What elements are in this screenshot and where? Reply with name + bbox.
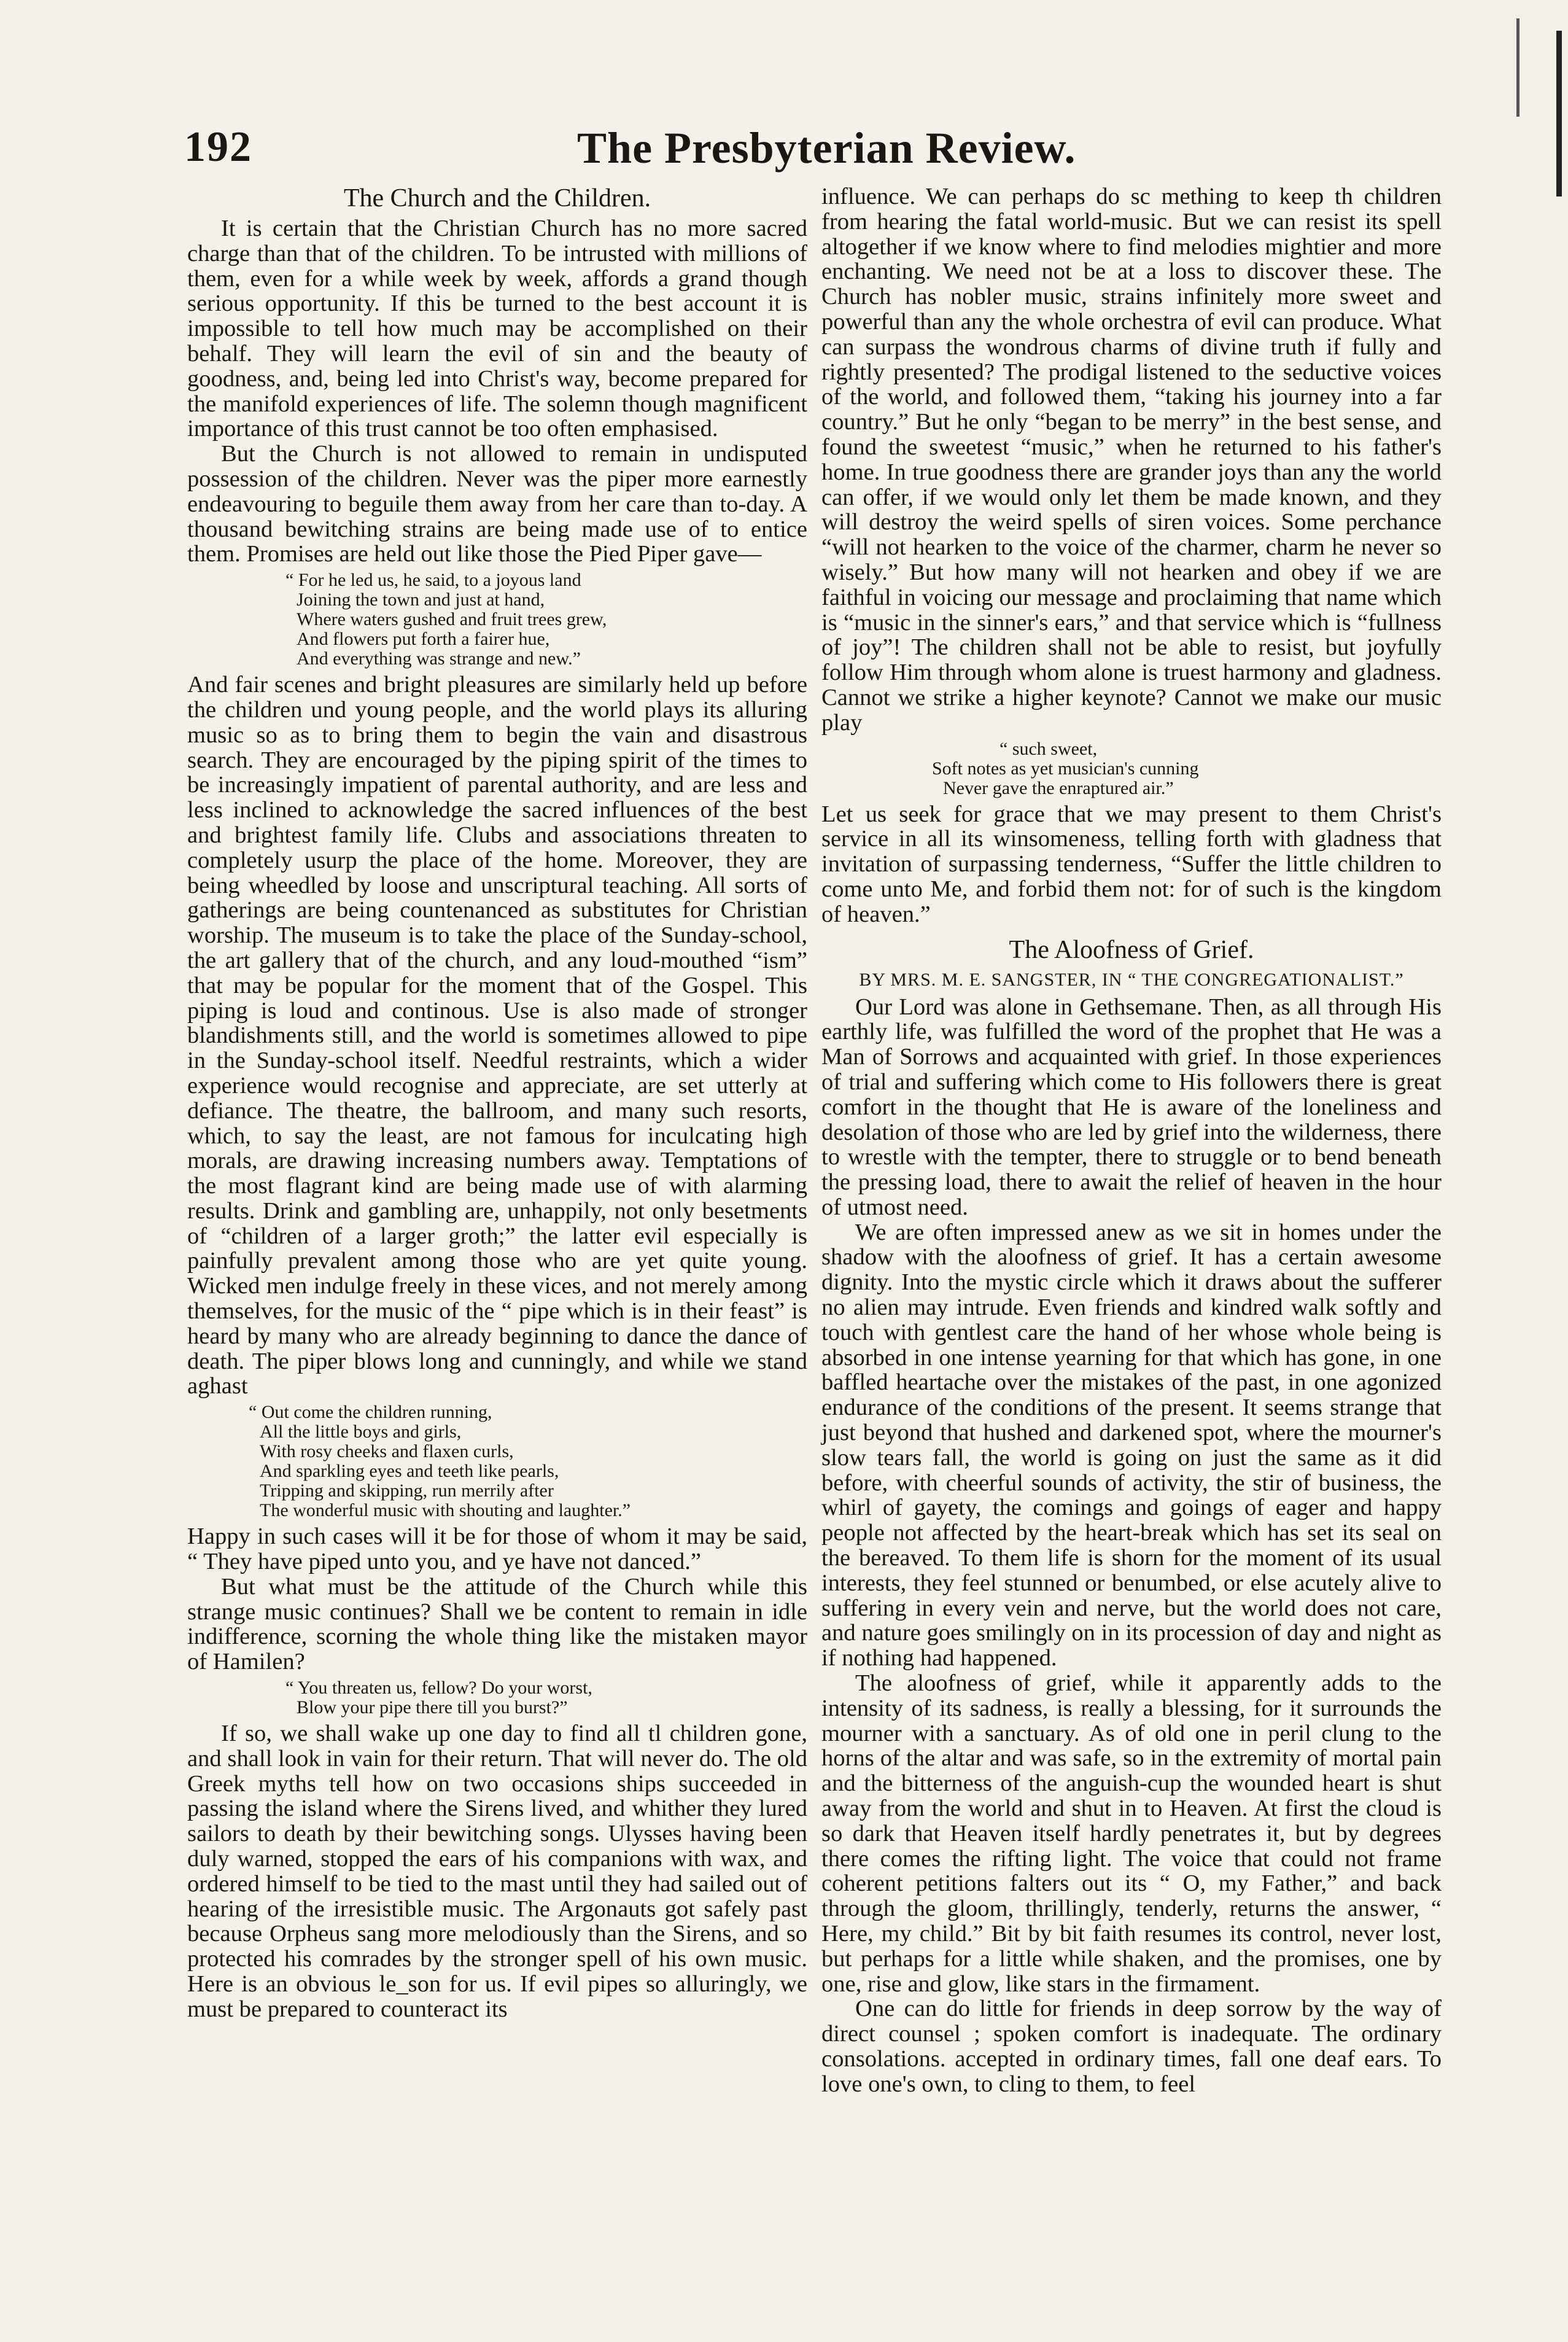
verse-line: “ Out come the children running, [249,1402,492,1423]
verse-line: With rosy cheeks and flaxen curls, [260,1441,514,1462]
paragraph: Our Lord was alone in Gethsemane. Then, as all through His earthly life, was fulfilled the word of the prophet that He was a Man of Sorrows and acquainted with grief. In those experiences of trial and suffering which come to His followers there is great comfort in the thought that He is aware of the loneliness and desolation of those who are led by grief into the wilderness, there to wrestle with the tempter, there to struggle or to bend beneath the pressing load, there to await the relief of heaven in the hour of utmost need. [821,994,1442,1220]
verse-line: All the little boys and girls, [260,1422,462,1442]
paragraph: One can do little for friends in deep sorrow by the way of direct counsel ; spoken comfort is inadequate. The ordinary consolations. accepted in ordinary times, fall one deaf ears. To love one's own, to cling to them, to feel [821,1996,1442,2097]
paragraph: Happy in such cases will it be for those of whom it may be said, “ They have piped unto you, and ye have not danced.” [187,1523,807,1575]
paragraph: And fair scenes and bright pleasures are similarly held up before the children und young people, and the world plays its alluring music so as to bring them to begin the vain and disastrous search. They are encouraged by the piping spirit of the times to be increasingly impatient of parental authority, and are less and less inclined to acknowledge the sacred influences of the best and brightest family life. Clubs and associations threaten to completely usurp the place of the home. Moreover, they are being wheedled by loose and unscriptural teaching. All sorts of gatherings are being countenanced as substitutes for Christian worship. The museum is to take the place of the Sunday-school, the art gallery that of the church, and any loud-mouthed “ism” that may be popular for the moment that of the Gospel. This piping is loud and continous. Use is also made of stronger blandishments still, and the world is sometimes allowed to pipe in the Sunday-school itself. Needful restraints, which a wider experience would recognise and appreciate, are set utterly at defiance. The theatre, the ballroom, and many such resorts, which, to say the least, are not famous for inculcating high morals, are drawing increasing numbers away. Temptations of the most flagrant kind are being made use of with alarming results. Drink and gambling are, unhappily, not only besetments of “children of a larger groth;” the latter evil especially is painfully prevalent among those who are yet quite young. Wicked men indulge freely in these vices, and not merely among themselves, for the music of the “ pipe which is in their feast” is heard by many who are already beginning to dance the dance of death. The piper blows long and cunningly, and while we stand aghast [187,672,807,1399]
verse-line: “ such sweet, [999,738,1098,759]
paragraph: The aloofness of grief, while it apparently adds to the intensity of its sadness, is really a blessing, for it surrounds the mourner with a sanctuary. As of old one in peril clung to the horns of the altar and was safe, so in the extremity of mortal pain and the bitterness of the anguish-cup the wounded heart is shut away from the world and shut in to Heaven. At first the cloud is so dark that Heaven itself hardly penetrates it, but by degrees there comes the rifting light. The voice that could not frame coherent petitions falters out its “ O, my Father,” and back through the gloom, thrillingly, tenderly, returns the answer, “ Here, my child.” Bit by bit faith resumes its control, never lost, but perhaps for a little while shaken, and the promises, one by one, rise and glow, like stars in the firmament. [821,1670,1442,1997]
paragraph: But what must be the attitude of the Church while this strange music continues? Shall we be content to remain in idle indifference, scorning the whole thing like the mistaken mayor of Hamilen? [187,1573,807,1675]
scan-mark-right-top [1516,18,1519,117]
journal-title: The Presbyterian Review. [577,123,1076,173]
right-column [821,184,1442,2097]
page-number: 192 [184,123,252,171]
paragraph: But the Church is not allowed to remain in undisputed possession of the children. Never was the piper more earnestly endeavouring to beguile them away from her care than to-day. A thousand bewitching strains are being made use of to entice them. Promises are held out like those the Pied Piper gave— [187,441,807,567]
paragraph: It is certain that the Christian Church has no more sacred charge than that of the children. To be intrusted with millions of them, even for a while week by week, affords a grand though serious opportunity. If this be turned to the best account it is impossible to tell how much may be accomplished on their behalf. They will learn the evil of sin and the beauty of goodness, and, being led into Christ's way, become prepared for the manifold experiences of life. The solemn though magnificent importance of this trust cannot be too often emphasised. [187,216,807,442]
article-title-aloofness-of-grief: The Aloofness of Grief. [1009,935,1254,964]
verse-line: And flowers put forth a fairer hue, [297,629,550,650]
left-column [187,184,807,2022]
verse-line: “ You threaten us, fellow? Do your worst, [285,1678,592,1698]
verse-line: Joining the town and just at hand, [297,589,545,610]
paragraph: Let us seek for grace that we may present to them Christ's service in all its winsomeness, telling forth with gladness that invitation of surpassing tenderness, “Suffer the little children to come unto Me, and forbid them not: for of such is the kingdom of heaven.” [821,801,1442,927]
verse-line: Soft notes as yet musician's cunning [932,758,1199,779]
paragraph: If so, we shall wake up one day to find all tl children gone, and shall look in vain for their return. That will never do. The old Greek myths tell how on two occasions ships succeeded in passing the island where the Sirens lived, and whither they lured sailors to death by their bewitching songs. Ulysses having been duly warned, stopped the ears of his companions with wax, and ordered himself to be tied to the mast until they had sailed out of hearing of the irresistible music. The Argonauts got safely past because Orpheus sang more melodiously than the Sirens, and so protected his comrades by the stronger spell of his own music. Here is an obvious le_son for us. If evil pipes so alluringly, we must be prepared to counteract its [187,1721,807,2022]
verse-line: And sparkling eyes and teeth like pearls, [260,1461,559,1482]
verse-line: The wonderful music with shouting and laughter.” [260,1500,631,1521]
verse-line: “ For he led us, he said, to a joyous land [285,570,581,591]
verse-line: Never gave the enraptured air.” [943,777,1174,798]
verse-line: Where waters gushed and fruit trees grew, [297,609,607,630]
verse-music [821,739,1442,798]
verse-line: Blow your pipe there till you burst?” [297,1697,568,1718]
article-title-church-children: The Church and the Children. [343,184,651,212]
verse-pied-piper-1 [187,570,807,669]
verse-line: Tripping and skipping, run merrily after [260,1480,554,1501]
paragraph: influence. We can perhaps do sc mething to keep th children from hearing the fatal world-music. But we can resist its spell altogether if we know where to find melodies mightier and more enchanting. We need not be at a loss to discover these. The Church has nobler music, strains infinitely more sweet and powerful than any the whole orchestra of evil can produce. What can surpass the wondrous charms of divine truth if fully and rightly presented? The prodigal listened to the seductive voices of the world, and followed them, “taking his journey into a far country.” But he only “began to be merry” in the best sense, and found the sweetest “music,” when he returned to his father's home. In true goodness there are grander joys than any the world can offer, if we would only let them be made known, and they will destroy the weird spells of siren voices. Some perchance “will not hearken to the voice of the charmer, charm he never so wisely.” But how many will not hearken and obey if we are faithful in voicing our message and proclaiming that name which is “music in the sinner's ears,” and that service which is “fullness of joy”! The children shall not be able to resist, but joyfully follow Him through whom alone is truest harmony and gladness. Cannot we strike a higher keynote? Cannot we make our music play [821,184,1442,736]
page-header [184,111,1430,184]
scan-mark-right-bar [1556,31,1562,196]
byline: BY MRS. M. E. SANGSTER, IN “ THE CONGREGATIONALIST.” [859,969,1404,990]
verse-mayor [187,1678,807,1718]
paragraph: We are often impressed anew as we sit in homes under the shadow with the aloofness of grief. It has a certain awesome dignity. Into the mystic circle which it draws about the sufferer no alien may intrude. Even friends and kindred walk softly and touch with gentlest care the hand of her whose whole being is absorbed in one intense yearning for that which has gone, in one baffled heartache over the mistakes of the past, in one agonized endurance of the conditions of the present. It seems strange that just beyond that hushed and darkened spot, where the mourner's slow tears fall, the world is going on just the same as it did before, with cheerful sounds of activity, the stir of business, the whirl of gayety, the comings and goings of eager and happy people not affected by the heart-break which has set its seal on the bereaved. To them life is shorn for the moment of its usual interests, they feel stunned or benumbed, or else acutely alive to suffering in every vein and nerve, but the world does not care, and nature goes smilingly on in its procession of day and night as if nothing had happened. [821,1219,1442,1671]
verse-pied-piper-2 [187,1402,807,1520]
verse-line: And everything was strange and new.” [297,648,581,669]
